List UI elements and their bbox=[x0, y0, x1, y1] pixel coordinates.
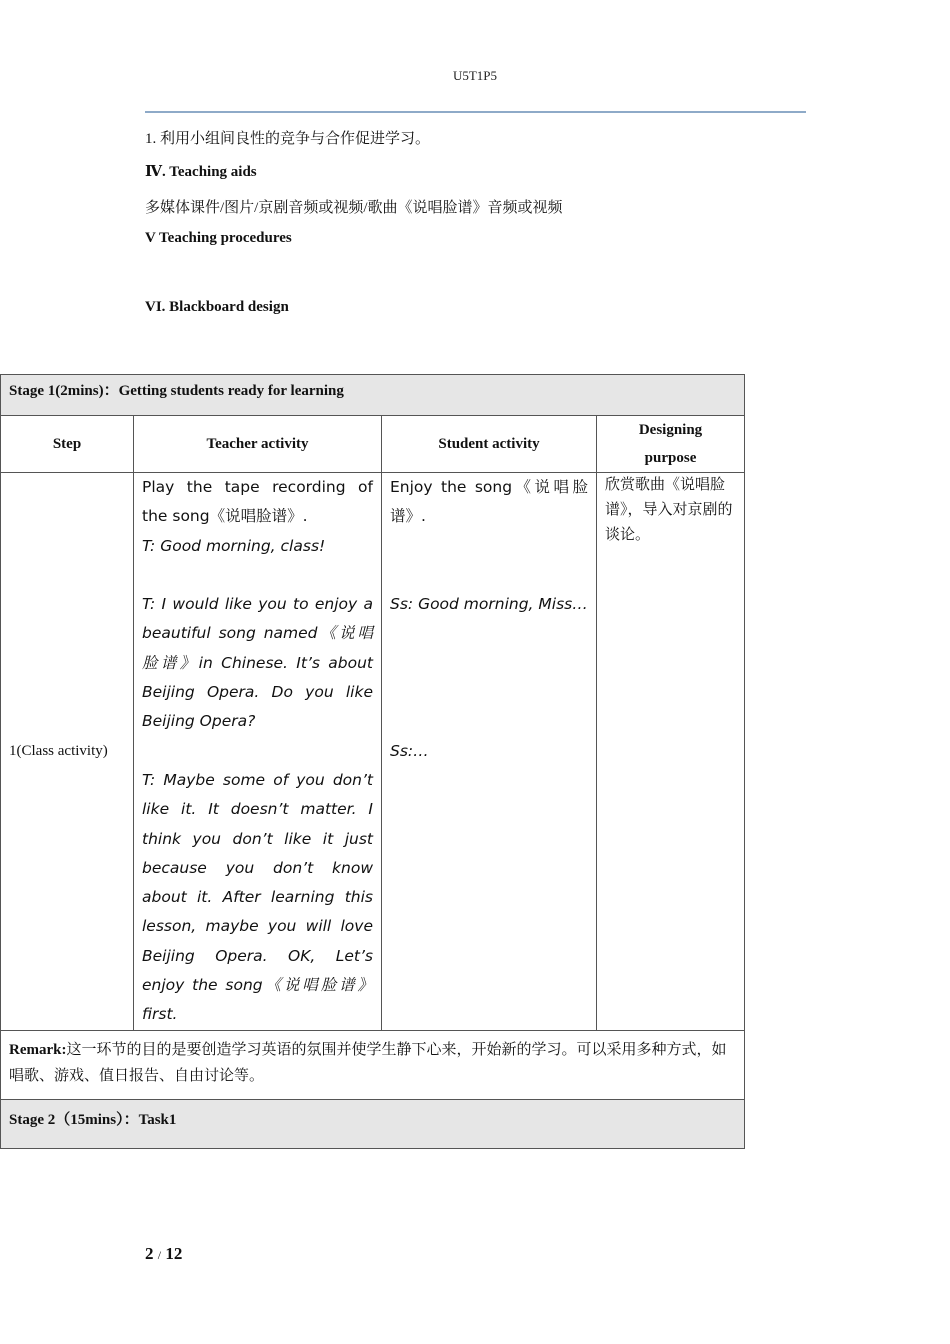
blackboard-design-heading: VI. Blackboard design bbox=[145, 299, 289, 315]
col-designing-purpose-label: Designing purpose bbox=[638, 422, 703, 466]
col-teacher-activity: Teacher activity bbox=[134, 416, 382, 473]
lesson-plan-table bbox=[0, 374, 745, 1149]
step1-row bbox=[1, 473, 745, 1031]
page-number bbox=[145, 1244, 182, 1264]
page-separator: / bbox=[157, 1248, 162, 1262]
teaching-aids-text: 多媒体课件/图片/京剧音频或视频/歌曲《说唱脸谱》音频或视频 bbox=[145, 200, 563, 216]
col-student-activity: Student activity bbox=[382, 416, 597, 473]
column-header-row bbox=[1, 416, 745, 473]
stage1-row bbox=[1, 375, 745, 416]
student-activity-cell bbox=[382, 473, 597, 1031]
student-line-1: Enjoy the song《说唱脸谱》. bbox=[390, 478, 588, 526]
teaching-procedures-heading: V Teaching procedures bbox=[145, 230, 292, 246]
header-rule bbox=[145, 111, 806, 113]
remark-cell bbox=[1, 1030, 745, 1099]
stage1-title: Stage 1(2mins)：Getting students ready for learning bbox=[1, 375, 745, 416]
student-line-3: Ss:… bbox=[390, 741, 429, 760]
student-line-2: Ss: Good morning, Miss… bbox=[390, 595, 588, 614]
col-step: Step bbox=[1, 416, 134, 473]
teacher-activity-cell bbox=[134, 473, 382, 1031]
step1-label: 1(Class activity) bbox=[1, 473, 134, 1031]
teacher-line-4: T: Maybe some of you don’t like it. It doesn’t matter. I think you don’t like it just because you don’t know about it. After learning this lesson, maybe you will love Beijing Opera. OK, Let’s enjoy the song《说唱脸谱》first. bbox=[142, 770, 373, 1024]
designing-purpose-cell: 欣赏歌曲《说唱脸谱》，导入对京剧的谈论。 bbox=[597, 473, 745, 1031]
remark-row bbox=[1, 1030, 745, 1099]
col-designing-purpose bbox=[597, 416, 745, 473]
teaching-aids-heading: Ⅳ. Teaching aids bbox=[145, 164, 257, 180]
teacher-line-1: Play the tape recording of the song《说唱脸谱》. bbox=[142, 478, 373, 526]
page-header: U5T1P5 bbox=[452, 68, 498, 83]
stage2-title: Stage 2（15mins）：Task1 bbox=[1, 1099, 745, 1148]
teacher-line-3: T: I would like you to enjoy a beautiful song named《说唱脸谱》in Chinese. It’s about Beijing Opera. Do you like Beijing Opera? bbox=[142, 595, 373, 731]
remark-label: Remark: bbox=[9, 1041, 67, 1058]
objective-line: 1. 利用小组间良性的竞争与合作促进学习。 bbox=[145, 131, 431, 147]
page-current: 2 bbox=[145, 1244, 154, 1263]
teacher-line-2: T: Good morning, class! bbox=[142, 536, 326, 555]
stage2-row bbox=[1, 1099, 745, 1148]
page-total: 12 bbox=[165, 1244, 183, 1263]
remark-text: 这一环节的目的是要创造学习英语的氛围并使学生静下心来，开始新的学习。可以采用多种方式，如唱歌、游戏、值日报告、自由讨论等。 bbox=[9, 1041, 727, 1084]
